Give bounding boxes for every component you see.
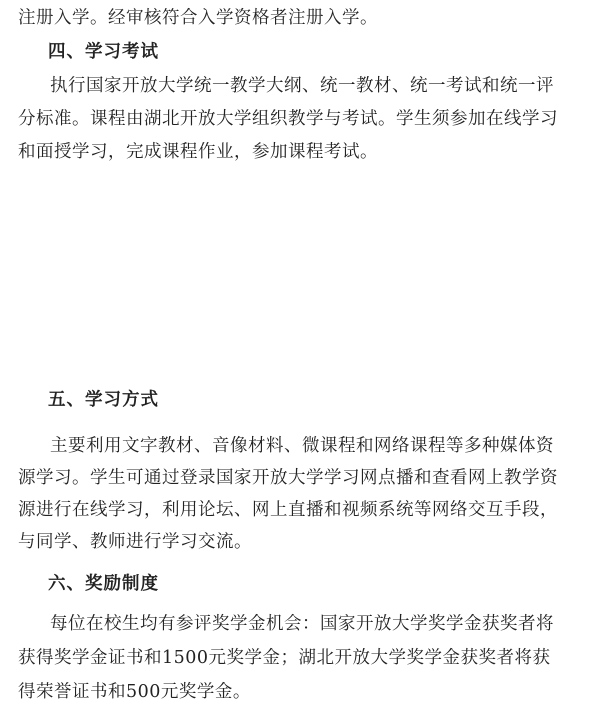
section-heading-rewards: 六、奖励制度 bbox=[48, 574, 159, 594]
paragraph-line: 和面授学习，完成课程作业，参加课程考试。 bbox=[18, 142, 378, 162]
paragraph-line: 主要利用文字教材、音像材料、微课程和网络课程等多种媒体资 bbox=[50, 436, 554, 456]
paragraph-line: 得荣誉证书和500元奖学金。 bbox=[18, 682, 251, 702]
section-heading-exams: 四、学习考试 bbox=[48, 42, 159, 62]
paragraph-line: 源进行在线学习，利用论坛、网上直播和视频系统等网络交互手段， bbox=[18, 500, 558, 520]
paragraph-line: 分标准。课程由湖北开放大学组织教学与考试。学生须参加在线学习 bbox=[18, 109, 558, 129]
paragraph-line: 注册入学。经审核符合入学资格者注册入学。 bbox=[18, 8, 378, 28]
section-heading-study-methods: 五、学习方式 bbox=[48, 390, 159, 410]
paragraph-line: 执行国家开放大学统一教学大纲、统一教材、统一考试和统一评 bbox=[50, 76, 554, 96]
paragraph-line: 获得奖学金证书和1500元奖学金；湖北开放大学奖学金获奖者将获 bbox=[18, 648, 551, 668]
paragraph-line: 与同学、教师进行学习交流。 bbox=[18, 532, 252, 552]
paragraph-line: 源学习。学生可通过登录国家开放大学学习网点播和查看网上教学资 bbox=[18, 468, 558, 488]
paragraph-line: 每位在校生均有参评奖学金机会：国家开放大学奖学金获奖者将 bbox=[50, 614, 554, 634]
